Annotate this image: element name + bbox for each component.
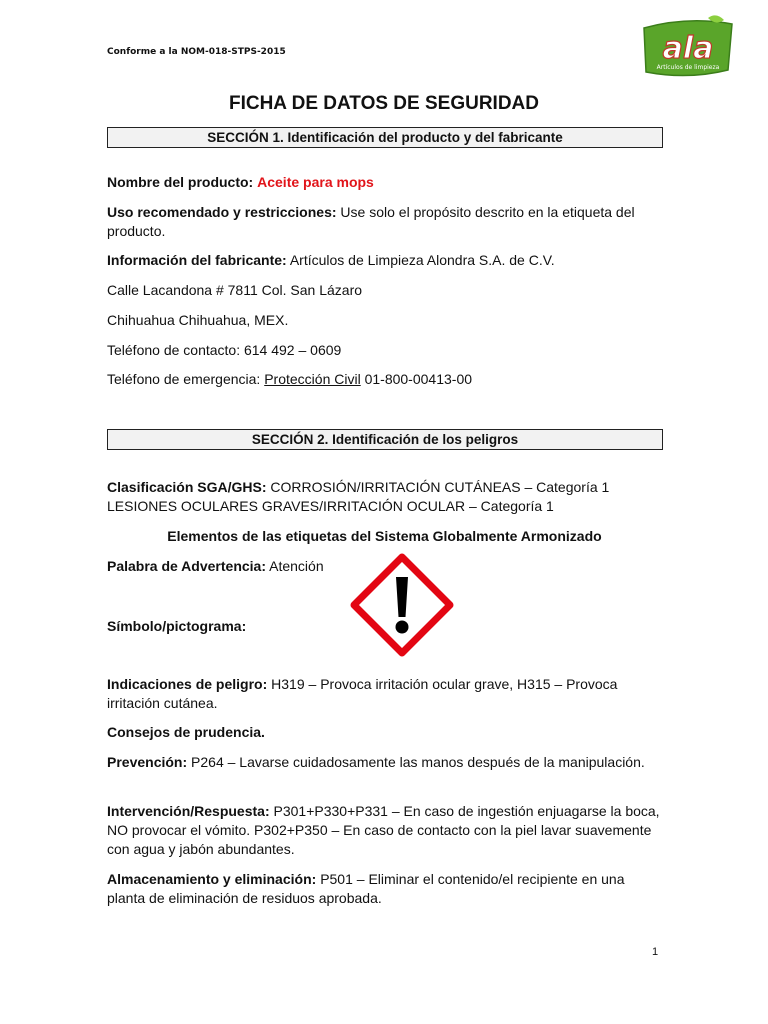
recommended-use-value: Use solo el propósito descrito en la etiqueta del producto. bbox=[107, 204, 635, 239]
document-title: FICHA DE DATOS DE SEGURIDAD bbox=[228, 93, 539, 114]
storage-label: Almacenamiento y eliminación: bbox=[107, 871, 317, 887]
emergency-label: Teléfono de emergencia: bbox=[107, 371, 261, 387]
classification-value-2: LESIONES OCULARES GRAVES/IRRITACIÓN OCULAR – Categoría 1 bbox=[107, 498, 554, 514]
product-name-line bbox=[107, 173, 662, 192]
hazard-value: H319 – Provoca irritación ocular grave, H315 – Provoca irritación cutánea. bbox=[107, 676, 618, 711]
precaution-heading: Consejos de prudencia. bbox=[107, 724, 265, 740]
classification-value-1: CORROSIÓN/IRRITACIÓN CUTÁNEAS – Categoría 1 bbox=[270, 479, 610, 495]
emergency-org: Protección Civil bbox=[264, 371, 361, 387]
svg-text:ala: ala bbox=[662, 31, 714, 66]
recommended-use bbox=[107, 203, 662, 241]
section2-heading: SECCIÓN 2. Identificación de los peligros bbox=[107, 429, 663, 450]
address-line-2: Chihuahua Chihuahua, MEX. bbox=[107, 312, 289, 328]
response-value: P301+P330+P331 – En caso de ingestión enjuagarse la boca, NO provocar el vómito. P302+P350 – En caso de contacto con la piel lavar suavemente con agua y jabón abundantes. bbox=[107, 803, 660, 857]
classification-label: Clasificación SGA/GHS: bbox=[107, 479, 267, 495]
product-name-label: Nombre del producto: bbox=[107, 174, 254, 190]
product-name-value: Aceite para mops bbox=[257, 174, 374, 190]
contact-phone: Teléfono de contacto: 614 492 – 0609 bbox=[107, 342, 342, 358]
label-elements-heading: Elementos de las etiquetas del Sistema Globalmente Armonizado bbox=[167, 528, 602, 544]
recommended-use-label: Uso recomendado y restricciones: bbox=[107, 204, 337, 220]
hazard-statements bbox=[107, 675, 662, 713]
signal-word-label: Palabra de Advertencia: bbox=[107, 558, 266, 574]
manufacturer-value: Artículos de Limpieza Alondra S.A. de C.V. bbox=[289, 252, 555, 268]
ala-logo bbox=[638, 14, 738, 80]
prevention-label: Prevención: bbox=[107, 754, 188, 770]
exclamation-mark-icon bbox=[350, 553, 454, 657]
response-label: Intervención/Respuesta: bbox=[107, 803, 270, 819]
storage-value: P501 – Eliminar el contenido/el recipiente en una planta de eliminación de residuos aprobada. bbox=[107, 871, 625, 906]
address-line-1: Calle Lacandona # 7811 Col. San Lázaro bbox=[107, 282, 363, 298]
section1-heading: SECCIÓN 1. Identificación del producto y del fabricante bbox=[107, 127, 663, 148]
prevention bbox=[107, 753, 662, 772]
prevention-value: P264 – Lavarse cuidadosamente las manos después de la manipulación. bbox=[191, 754, 645, 770]
page-number: 1 bbox=[652, 946, 659, 958]
response bbox=[107, 802, 662, 859]
storage-disposal bbox=[107, 870, 647, 908]
emergency-number: 01-800-00413-00 bbox=[364, 371, 473, 387]
hazard-label: Indicaciones de peligro: bbox=[107, 676, 268, 692]
emergency-phone bbox=[107, 370, 662, 389]
symbol-label: Símbolo/pictograma: bbox=[107, 618, 247, 634]
compliance-note: Conforme a la NOM-018-STPS-2015 bbox=[107, 47, 286, 57]
signal-word-value: Atención bbox=[269, 558, 324, 574]
manufacturer-label: Información del fabricante: bbox=[107, 252, 287, 268]
manufacturer-info bbox=[107, 251, 662, 270]
ghs-classification bbox=[107, 478, 662, 516]
svg-text:Artículos de limpieza: Artículos de limpieza bbox=[656, 64, 720, 71]
